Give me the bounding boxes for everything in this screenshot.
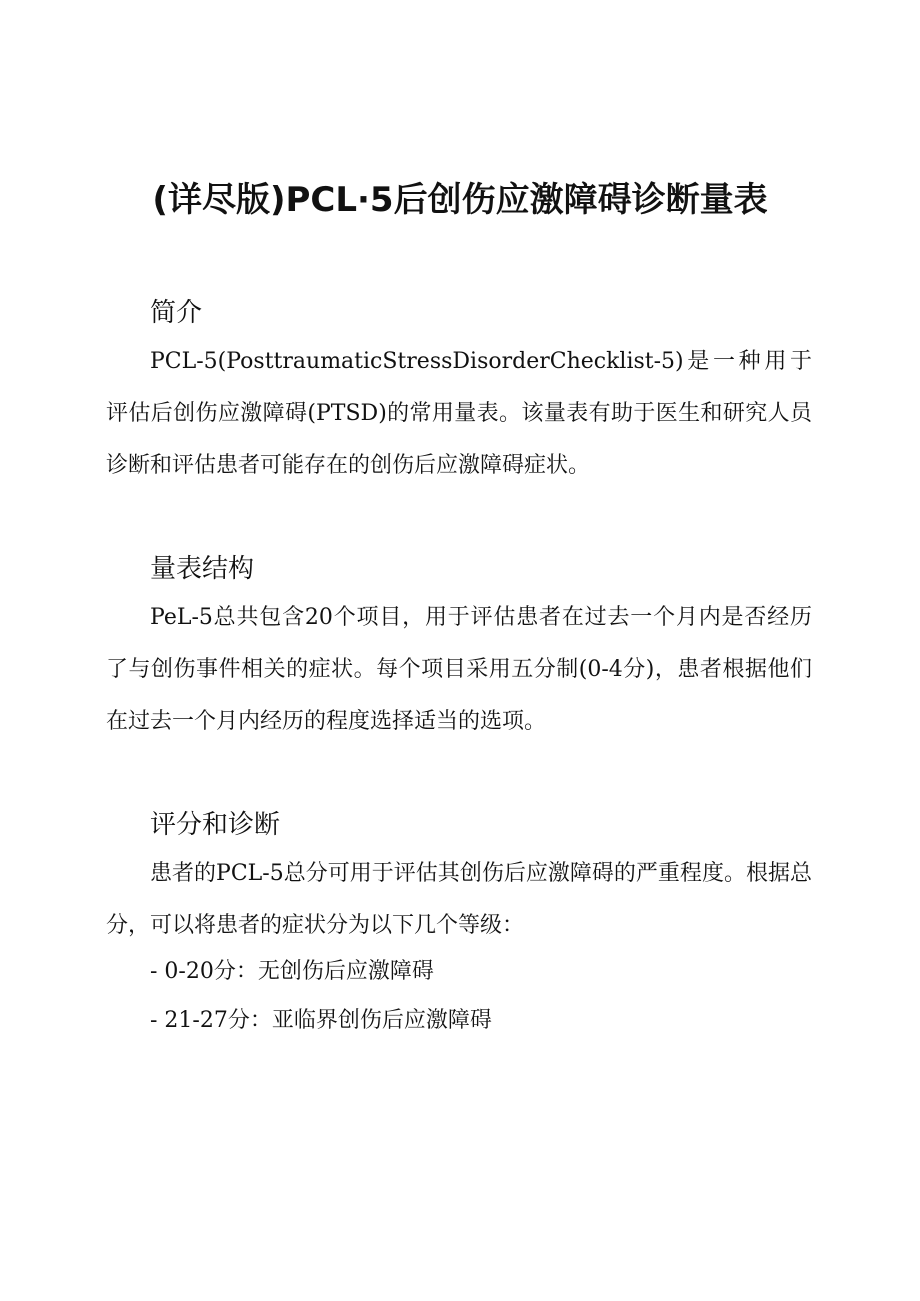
section-heading-structure: 量表结构 [150, 554, 255, 584]
document-title: (详尽版)PCL·5后创伤应激障碍诊断量表 [152, 180, 768, 220]
section-heading-intro: 简介 [150, 298, 203, 328]
section-heading-scoring: 评分和诊断 [150, 810, 281, 840]
list-item: - 21-27分：亚临界创伤后应激障碍 [150, 1008, 492, 1033]
section-paragraph-structure: PeL-5总共包含20个项目，用于评估患者在过去一个月内是否经历了与创伤事件相关的症状。每个项目采用五分制(0-4分)，患者根据他们在过去一个月内经历的程度选择适当的选项。 [106, 605, 812, 734]
list-item: - 0-20分：无创伤后应激障碍 [150, 959, 434, 984]
section-paragraph-scoring: 患者的PCL-5总分可用于评估其创伤后应激障碍的严重程度。根据总分，可以将患者的症状分为以下几个等级： [106, 861, 812, 938]
section-paragraph-intro: PCL-5(PosttraumaticStressDisorderChecklist-5)是一种用于评估后创伤应激障碍(PTSD)的常用量表。该量表有助于医生和研究人员诊断和评估患者可能存在的创伤后应激障碍症状。 [106, 349, 812, 478]
